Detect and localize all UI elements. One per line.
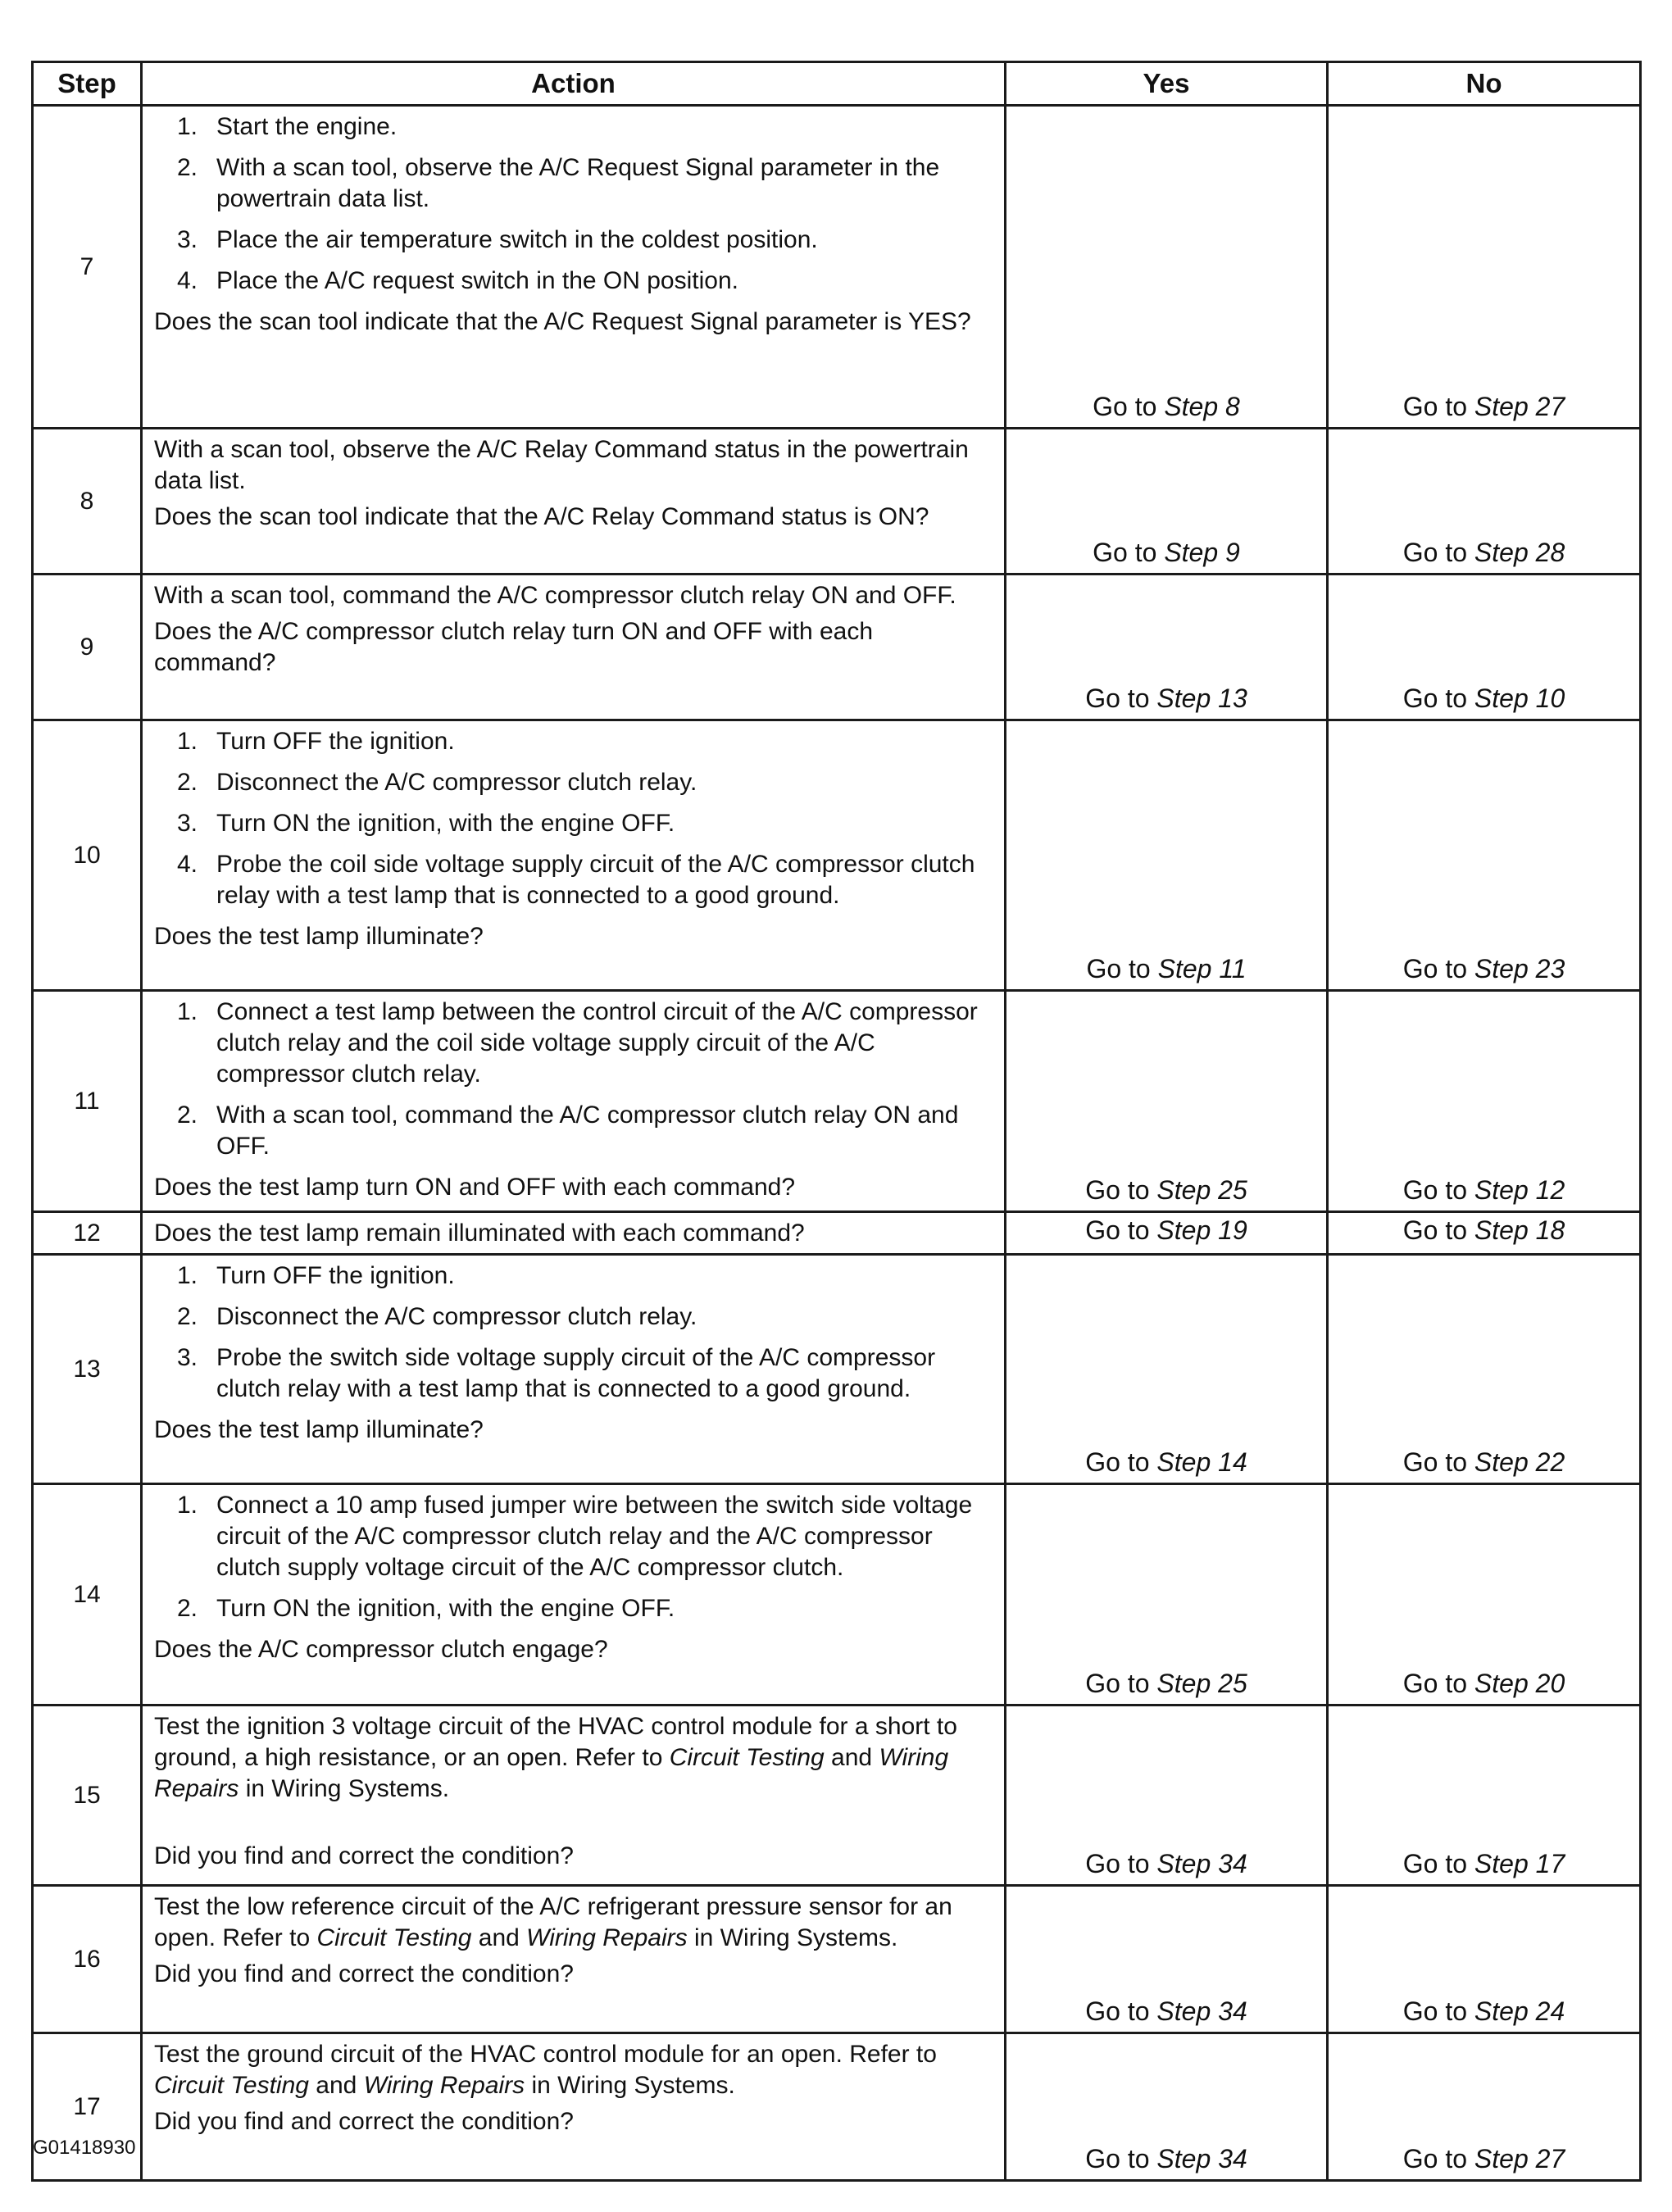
action-question: Does the test lamp remain illuminated with each command? [154, 1219, 805, 1247]
reference-link: Wiring Repairs [154, 1744, 949, 1802]
table-row [33, 720, 1641, 991]
action-question: Does the test lamp illuminate? [154, 1416, 484, 1443]
table-row [33, 1212, 1641, 1255]
action-item: 2. With a scan tool, observe the A/C Request Signal parameter in the powertrain data list. [177, 154, 940, 212]
reference-link: Circuit Testing [154, 2072, 309, 2099]
no-cell: Go to Step 28 [1328, 429, 1641, 575]
no-cell: Go to Step 10 [1328, 575, 1641, 720]
yes-cell: Go to Step 9 [1006, 429, 1328, 575]
action-cell [142, 2033, 1006, 2181]
action-question: Did you find and correct the condition? [154, 1960, 574, 1987]
action-text: Test the low reference circuit of the A/C refrigerant pressure sensor for an open. Refer to Circuit Testing and Wiring Repairs in Wiring Systems. [154, 1893, 952, 1951]
action-item: 1. Turn OFF the ignition. [177, 728, 455, 755]
step-number: 12 [33, 1212, 142, 1255]
no-cell: Go to Step 20 [1328, 1484, 1641, 1706]
action-item: 1. Connect a test lamp between the control circuit of the A/C compressor clutch relay and the coil side voltage supply circuit of the A/C compressor clutch relay. [177, 998, 978, 1088]
action-steps [154, 111, 993, 297]
action-question: Did you find and correct the condition? [154, 1842, 574, 1869]
action-item: 4. Probe the coil side voltage supply circuit of the A/C compressor clutch relay with a test lamp that is connected to a good ground. [177, 851, 975, 909]
action-item: 2. With a scan tool, command the A/C compressor clutch relay ON and OFF. [177, 1101, 959, 1160]
step-number: 11 [33, 991, 142, 1212]
no-cell: Go to Step 17 [1328, 1706, 1641, 1886]
action-item: 2. Turn ON the ignition, with the engine OFF. [177, 1595, 675, 1622]
action-item: 3. Place the air temperature switch in the coldest position. [177, 226, 818, 253]
action-steps [154, 1260, 993, 1405]
table-row [33, 1484, 1641, 1706]
action-item: 2. Disconnect the A/C compressor clutch relay. [177, 769, 697, 796]
action-cell [142, 1886, 1006, 2033]
action-text: With a scan tool, command the A/C compressor clutch relay ON and OFF. [154, 582, 956, 609]
action-item: 3. Turn ON the ignition, with the engine OFF. [177, 810, 675, 837]
table-row [33, 429, 1641, 575]
action-text: With a scan tool, observe the A/C Relay Command status in the powertrain data list. [154, 436, 969, 494]
table-row [33, 1706, 1641, 1886]
action-cell [142, 1212, 1006, 1255]
table-row [33, 575, 1641, 720]
step-number: 13 [33, 1255, 142, 1484]
table-row [33, 2033, 1641, 2181]
table-row [33, 991, 1641, 1212]
no-cell: Go to Step 23 [1328, 720, 1641, 991]
action-cell [142, 991, 1006, 1212]
step-number: 16 [33, 1886, 142, 2033]
action-cell [142, 106, 1006, 429]
action-question: Does the A/C compressor clutch relay turn ON and OFF with each command? [154, 618, 874, 676]
action-cell [142, 429, 1006, 575]
yes-cell: Go to Step 11 [1006, 720, 1328, 991]
step-number: 10 [33, 720, 142, 991]
header-action: Action [142, 62, 1006, 106]
action-question: Does the scan tool indicate that the A/C Relay Command status is ON? [154, 503, 929, 530]
action-steps [154, 997, 993, 1162]
action-item: 2. Disconnect the A/C compressor clutch relay. [177, 1303, 697, 1330]
action-cell [142, 1484, 1006, 1706]
table-row [33, 1886, 1641, 2033]
header-row [33, 62, 1641, 106]
table-row [33, 1255, 1641, 1484]
yes-cell: Go to Step 34 [1006, 2033, 1328, 2181]
yes-cell: Go to Step 34 [1006, 1706, 1328, 1886]
step-number: 17 [33, 2033, 142, 2181]
action-question: Does the test lamp illuminate? [154, 923, 484, 950]
header-yes: Yes [1006, 62, 1328, 106]
action-question: Did you find and correct the condition? [154, 2108, 574, 2135]
step-number: 8 [33, 429, 142, 575]
header-no: No [1328, 62, 1641, 106]
action-cell [142, 720, 1006, 991]
action-steps [154, 726, 993, 911]
reference-link: Circuit Testing [669, 1744, 825, 1771]
yes-cell: Go to Step 34 [1006, 1886, 1328, 2033]
action-question: Does the A/C compressor clutch engage? [154, 1636, 608, 1663]
no-cell: Go to Step 27 [1328, 2033, 1641, 2181]
yes-cell: Go to Step 19 [1006, 1212, 1328, 1255]
reference-link: Wiring Repairs [363, 2072, 525, 2099]
step-number: 15 [33, 1706, 142, 1886]
action-item: 4. Place the A/C request switch in the ON position. [177, 267, 738, 294]
action-cell [142, 1255, 1006, 1484]
action-question: Does the scan tool indicate that the A/C Request Signal parameter is YES? [154, 308, 971, 335]
header-step: Step [33, 62, 142, 106]
yes-cell: Go to Step 14 [1006, 1255, 1328, 1484]
yes-cell: Go to Step 13 [1006, 575, 1328, 720]
action-item: 1. Start the engine. [177, 113, 398, 140]
action-cell [142, 575, 1006, 720]
no-cell: Go to Step 12 [1328, 991, 1641, 1212]
step-number: 14 [33, 1484, 142, 1706]
no-cell: Go to Step 27 [1328, 106, 1641, 429]
diagnostic-table [31, 61, 1642, 2182]
yes-cell: Go to Step 25 [1006, 991, 1328, 1212]
step-number: 9 [33, 575, 142, 720]
no-cell: Go to Step 24 [1328, 1886, 1641, 2033]
reference-link: Wiring Repairs [526, 1924, 688, 1951]
yes-cell: Go to Step 8 [1006, 106, 1328, 429]
action-text: Test the ground circuit of the HVAC control module for an open. Refer to Circuit Testing and Wiring Repairs in Wiring Systems. [154, 2041, 937, 2099]
action-text: Test the ignition 3 voltage circuit of the HVAC control module for a short to ground, a high resistance, or an open. Refer to Circuit Testing and Wiring Repairs in Wiring Systems. [154, 1713, 957, 1802]
action-question: Does the test lamp turn ON and OFF with each command? [154, 1174, 796, 1201]
action-item: 1. Connect a 10 amp fused jumper wire between the switch side voltage circuit of the A/C compressor clutch relay and the A/C compressor clutch supply voltage circuit of the A/C compressor clutch. [177, 1492, 973, 1581]
no-cell: Go to Step 22 [1328, 1255, 1641, 1484]
action-cell [142, 1706, 1006, 1886]
reference-link: Circuit Testing [316, 1924, 472, 1951]
yes-cell: Go to Step 25 [1006, 1484, 1328, 1706]
step-number: 7 [33, 106, 142, 429]
table-row [33, 106, 1641, 429]
no-cell: Go to Step 18 [1328, 1212, 1641, 1255]
figure-id: G01418930 [33, 2137, 136, 2159]
action-item: 1. Turn OFF the ignition. [177, 1262, 455, 1289]
action-item: 3. Probe the switch side voltage supply circuit of the A/C compressor clutch relay with a test lamp that is connected to a good ground. [177, 1344, 936, 1402]
action-steps [154, 1490, 993, 1624]
